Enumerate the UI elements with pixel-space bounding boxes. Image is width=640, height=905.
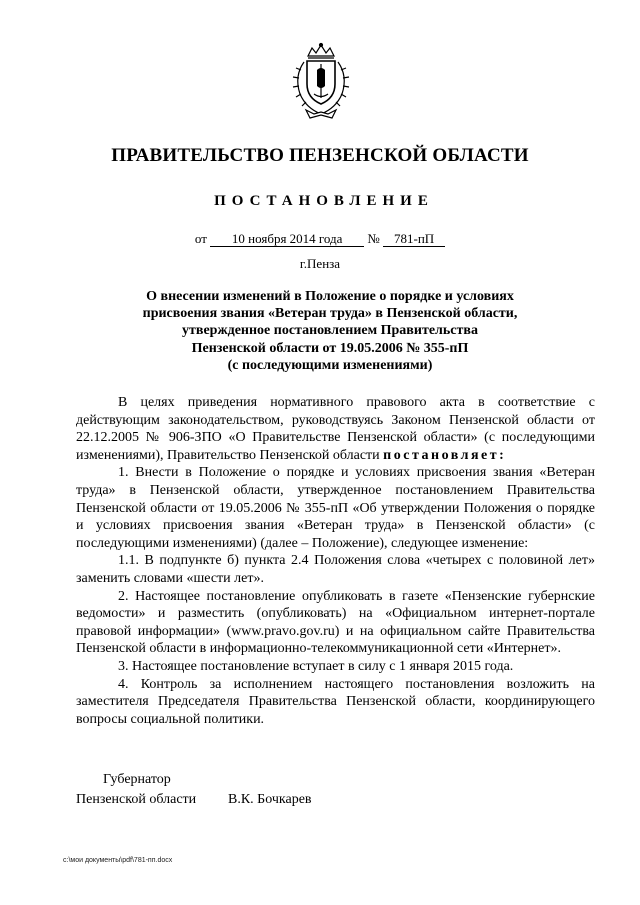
date-number-line	[0, 231, 640, 247]
document-subject	[120, 288, 540, 374]
document-body	[76, 394, 595, 728]
signatory-name: В.К. Бочкарев	[228, 792, 312, 807]
clause-paragraph: 1. Внести в Положение о порядке и условиях присвоения звания «Ветеран труда» в Пензенской области, утвержденное постановлением Правительства Пензенской области от 19.05.2006 № 355-пП «Об утверждении Положения о порядке и условиях присвоения звания «Ветеран труда» в Пензенской области» (с последующими изменениями) (далее – Положение), следующее изменение:	[76, 465, 595, 551]
signatory-title: Губернатор	[103, 772, 171, 787]
document-type: ПОСТАНОВЛЕНИЕ	[214, 193, 434, 209]
clause-paragraph: 3. Настоящее постановление вступает в силу с 1 января 2015 года.	[118, 658, 514, 674]
subject-line: (с последующими изменениями)	[227, 357, 433, 373]
subject-line: присвоения звания «Ветеран труда» в Пензенской области,	[142, 306, 518, 322]
date-prefix: от	[194, 231, 207, 246]
clause-paragraph: 1.1. В подпункте б) пункта 2.4 Положения слова «четырех с половиной лет» заменить словами «шести лет».	[76, 553, 595, 586]
government-name: ПРАВИТЕЛЬСТВО ПЕНЗЕНСКОЙ ОБЛАСТИ	[111, 145, 529, 166]
subject-line: Пензенской области от 19.05.2006 № 355-пП	[191, 340, 469, 356]
decree-word: постановляет:	[383, 447, 507, 463]
number-sign: №	[367, 231, 380, 246]
coat-of-arms-emblem	[290, 42, 352, 120]
clause-paragraph: 2. Настоящее постановление опубликовать в газете «Пензенские губернские ведомости» и разместить (опубликовать) на «Официальном интернет-портале правовой информации» (www.pravo.gov.ru) и на официальном сайте Правительства Пензенской области в информационно-телекоммуникационной сети «Интернет».	[76, 588, 595, 657]
preamble-paragraph	[76, 394, 595, 464]
document-number: 781-пП	[383, 231, 445, 247]
city: г.Пенза	[299, 256, 341, 271]
signatory-region: Пензенской области	[76, 792, 197, 807]
preamble-text: В целях приведения нормативного правового акта в соответствие с действующим законодательством, руководствуясь Законом Пензенской области от 22.12.2005 № 906-ЗПО «О Правительстве Пензенской области» (с последующими изменениями), Правительство Пензенской области	[76, 395, 595, 463]
subject-line: О внесении изменений в Положение о порядке и условиях	[146, 289, 514, 304]
clause-paragraph: 4. Контроль за исполнением настоящего постановления возложить на заместителя Председателя Правительства Пензенской области, координирующего вопросы социальной политики.	[76, 676, 595, 727]
file-path-footer: c:\мои документы\pdf\781-пп.docx	[63, 857, 173, 864]
subject-line: утвержденное постановлением Правительства	[182, 323, 478, 339]
document-date: 10 ноября 2014 года	[210, 231, 364, 247]
